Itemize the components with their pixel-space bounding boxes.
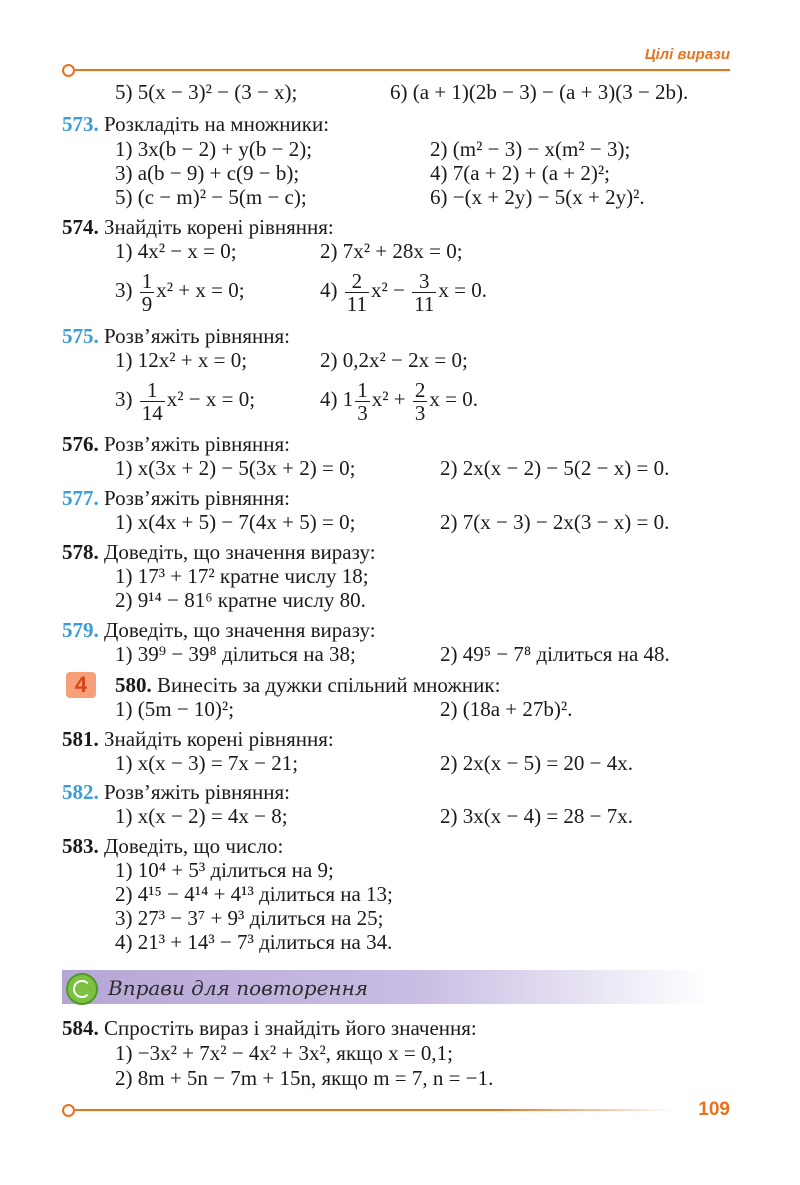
task-581-header [62, 727, 334, 751]
task-575-item-2: 2) 0,2x² − 2x = 0; [320, 348, 468, 372]
task-title: Розв’яжіть рівняння: [104, 432, 290, 456]
footer-rule-dot [62, 1104, 75, 1117]
task-573-item-6: 6) −(x + 2y) − 5(x + 2y)². [430, 185, 645, 209]
task-title: Розв’яжіть рівняння: [104, 486, 290, 510]
task-574-item-3: 3) $\frac{1}{9}$ x² + x = 0; [115, 268, 245, 316]
task-number: 583. [62, 834, 99, 858]
task-573-item-3: 3) a(b − 9) + c(9 − b); [115, 161, 300, 185]
task-number: 581. [62, 727, 99, 751]
task-title: Розв’яжіть рівняння: [104, 324, 290, 348]
fraction: $\frac{2}{3}$ [414, 377, 426, 425]
fraction: $\frac{3}{11}$ [414, 268, 435, 316]
task-583-header [62, 834, 283, 858]
task-number: 576. [62, 432, 99, 456]
task-574-item-4: 4) $\frac{2}{11}$ x² − $\frac{3}{11}$ x = 0. [320, 268, 487, 316]
task-579-header [62, 618, 376, 642]
task-number: 584. [62, 1016, 99, 1040]
task-574-header [62, 215, 334, 239]
task-584-item-1: 1) −3x² + 7x² − 4x² + 3x², якщо x = 0,1; [115, 1041, 454, 1065]
fraction: $\frac{2}{11}$ [346, 268, 367, 316]
task-title: Доведіть, що значення виразу: [104, 540, 376, 564]
task-575-item-1: 1) 12x² + x = 0; [115, 348, 248, 372]
task-title: Знайдіть корені рівняння: [104, 215, 334, 239]
task-573-item-1: 1) 3x(b − 2) + y(b − 2); [115, 137, 313, 161]
task-580-item-2: 2) (18a + 27b)². [440, 697, 573, 721]
task-574-item-1: 1) 4x² − x = 0; [115, 239, 237, 263]
task-title: Доведіть, що число: [104, 834, 284, 858]
task-581-item-1: 1) x(x − 3) = 7x − 21; [115, 751, 299, 775]
task-582-header [62, 780, 290, 804]
task-title: Розв’яжіть рівняння: [104, 780, 290, 804]
task-579-item-1: 1) 39⁹ − 39⁸ ділиться на 38; [115, 642, 356, 666]
task-title: Спростіть вираз і знайдіть його значення: [104, 1016, 477, 1040]
fraction: $\frac{1}{9}$ [141, 268, 153, 316]
task-580-header [115, 673, 500, 697]
header-rule-dot [62, 64, 75, 77]
header-rule [75, 69, 730, 71]
task-580-item-1: 1) (5m − 10)²; [115, 697, 235, 721]
task-number: 580. [115, 673, 152, 697]
task-number: 575. [62, 324, 99, 348]
task-573-item-2: 2) (m² − 3) − x(m² − 3); [430, 137, 631, 161]
task-583-item-2: 2) 4¹⁵ − 4¹⁴ + 4¹³ ділиться на 13; [115, 882, 393, 906]
task-582-item-1: 1) x(x − 2) = 4x − 8; [115, 804, 288, 828]
task-583-item-1: 1) 10⁴ + 5³ ділиться на 9; [115, 858, 334, 882]
task-number: 578. [62, 540, 99, 564]
fraction: $\frac{1}{14}$ [141, 377, 163, 425]
fraction: $\frac{1}{3}$ [357, 377, 368, 425]
task-576-header [62, 432, 290, 456]
task-number: 573. [62, 112, 99, 136]
task-574-item-2: 2) 7x² + 28x = 0; [320, 239, 463, 263]
task-578-item-2: 2) 9¹⁴ − 81⁶ кратне числу 80. [115, 588, 366, 612]
task-575-header [62, 324, 290, 348]
task-title: Розкладіть на множники: [104, 112, 330, 136]
task-number: 579. [62, 618, 99, 642]
carryover-item-5: 5) 5(x − 3)² − (3 − x); [115, 80, 298, 104]
task-579-item-2: 2) 49⁵ − 7⁸ ділиться на 48. [440, 642, 670, 666]
task-573-item-4: 4) 7(a + 2) + (a + 2)²; [430, 161, 611, 185]
task-576-item-2: 2) 2x(x − 2) − 5(2 − x) = 0. [440, 456, 670, 480]
task-581-item-2: 2) 2x(x − 5) = 20 − 4x. [440, 751, 634, 775]
footer-rule [75, 1109, 675, 1111]
task-573-item-5: 5) (c − m)² − 5(m − c); [115, 185, 307, 209]
section-title: Вправи для повторення [108, 976, 368, 1000]
task-576-item-1: 1) x(3x + 2) − 5(3x + 2) = 0; [115, 456, 356, 480]
task-number: 577. [62, 486, 99, 510]
running-header: Цілі вирази [644, 46, 730, 63]
task-573-header [62, 112, 329, 136]
task-575-item-3: 3) $\frac{1}{14}$ x² − x = 0; [115, 377, 256, 425]
task-title: Доведіть, що значення виразу: [104, 618, 376, 642]
refresh-icon [66, 973, 98, 1005]
task-number: 582. [62, 780, 99, 804]
task-584-item-2: 2) 8m + 5n − 7m + 15n, якщо m = 7, n = −1. [115, 1066, 494, 1090]
task-577-item-1: 1) x(4x + 5) − 7(4x + 5) = 0; [115, 510, 356, 534]
task-582-item-2: 2) 3x(x − 4) = 28 − 7x. [440, 804, 634, 828]
task-577-header [62, 486, 290, 510]
task-title: Винесіть за дужки спільний множник: [157, 673, 501, 697]
level-badge: 4 [66, 672, 96, 698]
carryover-item-6: 6) (a + 1)(2b − 3) − (a + 3)(3 − 2b). [390, 80, 689, 104]
task-577-item-2: 2) 7(x − 3) − 2x(3 − x) = 0. [440, 510, 670, 534]
task-583-item-4: 4) 21³ + 14³ − 7³ ділиться на 34. [115, 930, 393, 954]
task-575-item-4: 4) 1 $\frac{1}{3}$ x² + $\frac{2}{3}$ x = 0. [320, 377, 478, 425]
task-578-header [62, 540, 376, 564]
task-number: 574. [62, 215, 99, 239]
page-number: 109 [698, 1099, 730, 1120]
task-title: Знайдіть корені рівняння: [104, 727, 334, 751]
task-583-item-3: 3) 27³ − 3⁷ + 9³ ділиться на 25; [115, 906, 384, 930]
task-578-item-1: 1) 17³ + 17² кратне числу 18; [115, 564, 369, 588]
task-584-header [62, 1016, 477, 1040]
